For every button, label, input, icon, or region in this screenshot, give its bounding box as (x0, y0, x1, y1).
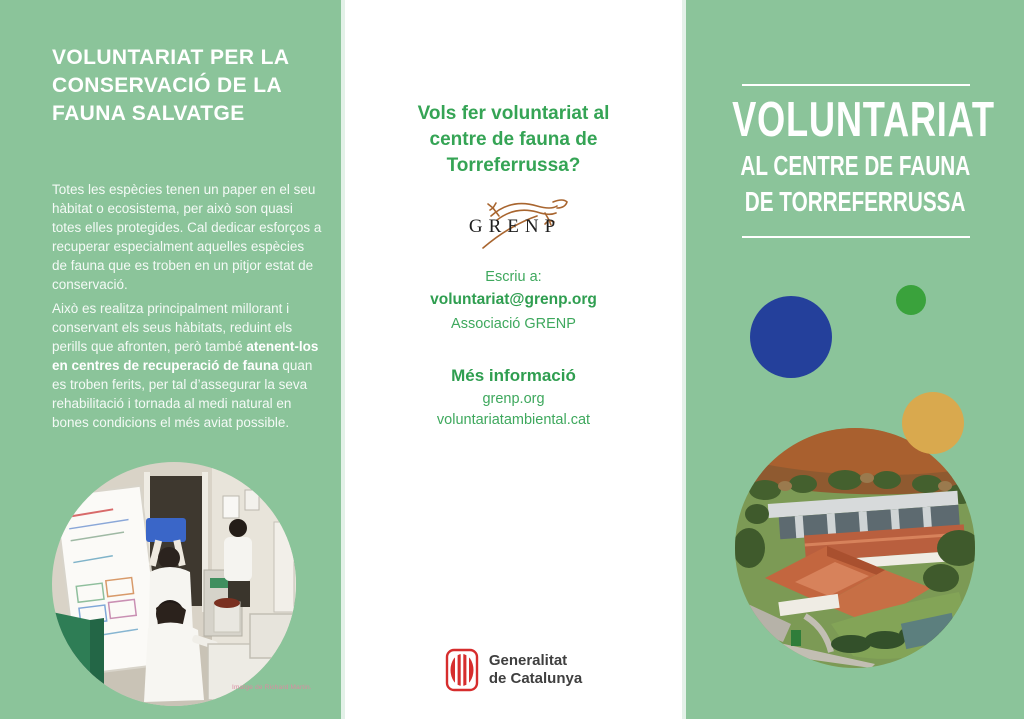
contact-email: voluntariat@grenp.org (430, 291, 597, 308)
left-panel-paragraph-2 (52, 299, 322, 432)
website-link-voluntariat: voluntariatambiental.cat (436, 412, 591, 428)
left-panel-title (52, 44, 320, 128)
decorative-circle-yellow (902, 392, 964, 454)
volunteers-photo-illustration (52, 462, 296, 706)
middle-heading-line: centre de fauna de (429, 129, 598, 150)
right-panel-title-line-2 (686, 149, 1024, 183)
contact-label: Escriu a: (485, 269, 542, 285)
generalitat-senyera-icon (445, 648, 479, 692)
paragraph-2-bold-text: atenent-los en centres de recuperació de fauna (52, 338, 319, 373)
website-link-grenp: grenp.org (482, 391, 545, 407)
more-info-title: Més informació (451, 366, 576, 385)
right-panel-title-line-3 (686, 185, 1024, 219)
generalitat-wordmark-line: de Catalunya (488, 670, 583, 687)
more-info-block (345, 363, 682, 431)
left-panel-paragraph-1: Totes les espècies tenen un paper en el seu hàbitat o ecosistema, per això son quasi totes elles protegides. Cal dedicar esforços a recuperar especialment aquelles espècies de fauna que es troben en un pitjor estat de conservació. (52, 181, 322, 292)
generalitat-wordmark-line: Generalitat (488, 652, 568, 669)
title-text: VOLUNTARIAT (732, 93, 995, 147)
left-panel-title-line: VOLUNTARIAT PER LA (52, 46, 290, 69)
decorative-circle-blue (750, 296, 832, 378)
left-panel-title-line: CONSERVACIÓ DE LA (52, 74, 283, 97)
grenp-lizard-icon (453, 186, 577, 252)
volunteers-photo (52, 462, 296, 706)
decorative-circle-green (896, 285, 926, 315)
middle-heading-line: Torreferrussa? (446, 155, 581, 176)
grenp-logo-text: GRENP (468, 216, 562, 237)
aerial-photo (735, 428, 975, 668)
grenp-logo (453, 186, 577, 252)
middle-heading-line: Vols fer voluntariat al (417, 103, 610, 124)
title-text: DE TORREFERRUSSA (744, 186, 966, 217)
left-panel-title-line: FAUNA SALVATGE (52, 102, 245, 125)
generalitat-wordmark (489, 652, 582, 688)
contact-organization: Associació GRENP (451, 316, 576, 332)
paragraph-2-text: quan es troben ferits, per tal d’assegurar la seva rehabilitació i tornada al medi natural en bones condicions el més aviat possible. (52, 357, 313, 430)
title-rule-bottom (742, 236, 970, 238)
right-panel-title-line-1 (686, 94, 1024, 146)
title-rule-top (742, 84, 970, 86)
aerial-photo-illustration (735, 428, 975, 668)
title-text: AL CENTRE DE FAUNA (740, 150, 970, 181)
paragraph-2-text: Això es realitza principalment millorant i conservant els seus hàbitats, reduint els perills que afronten, però també (52, 300, 293, 354)
generalitat-logo (345, 648, 682, 692)
photo-credit-caption: Imatge de Richard Martin. (232, 684, 312, 691)
contact-block (345, 266, 682, 337)
middle-panel-heading (345, 101, 682, 179)
